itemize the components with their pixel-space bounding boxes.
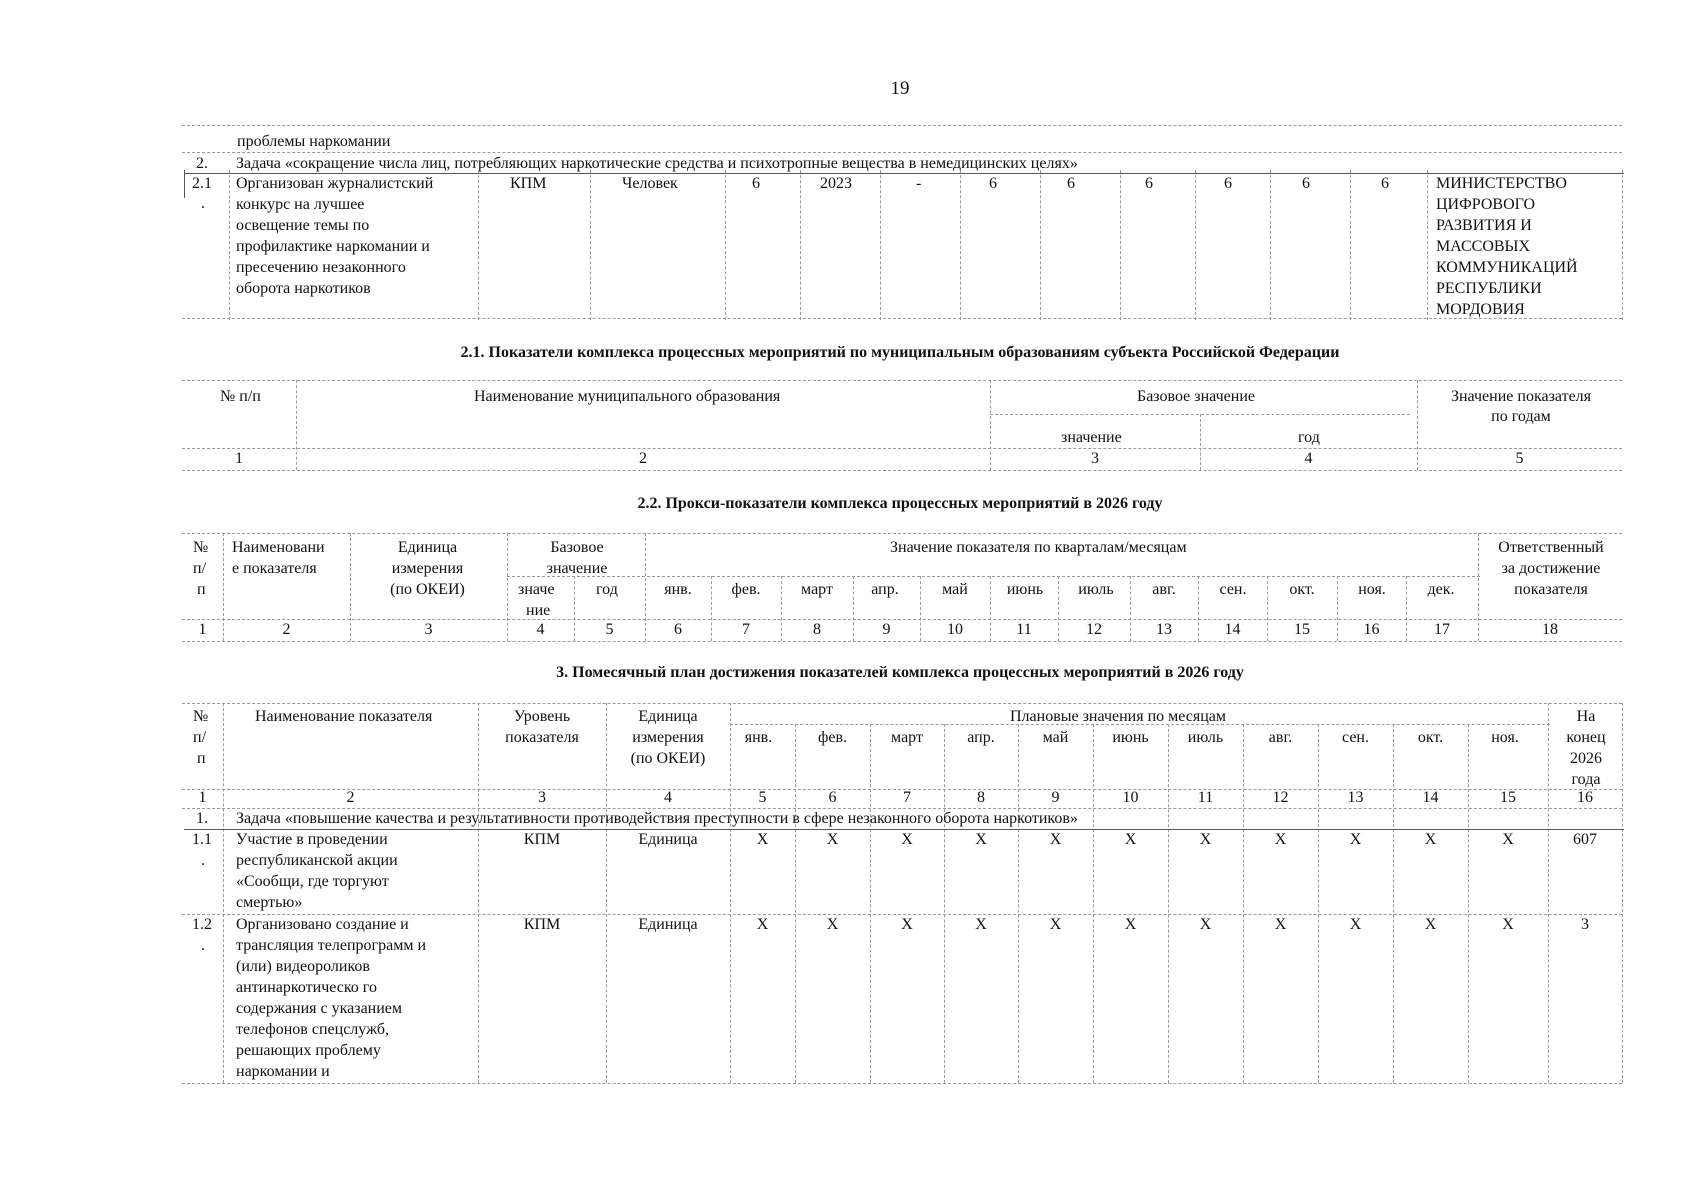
s22-col-9: 9 <box>882 621 891 638</box>
row-1-2-number-dot: . <box>201 937 205 954</box>
row-1-2-m8: X <box>1274 916 1287 933</box>
s22-h-unit-2: измерения <box>391 560 464 577</box>
responsible-7: МОРДОВИЯ <box>1436 301 1525 318</box>
s22-h-by-period: Значение показателя по кварталам/месяцам <box>890 539 1187 556</box>
s3-h-unit-1: Единица <box>638 708 698 725</box>
s22-month-nov: ноя. <box>1358 581 1386 598</box>
s3-month-jun: июнь <box>1112 729 1149 746</box>
row-1-1-m4: X <box>975 831 987 848</box>
row-1-2-name-2: трансляция телепрограмм и <box>236 937 426 954</box>
top-table <box>0 0 1697 330</box>
task-2-number: 2. <box>196 155 208 172</box>
s21-header-value: значение <box>1061 429 1122 446</box>
responsible-6: РЕСПУБЛИКИ <box>1436 280 1542 297</box>
s3-col-6: 6 <box>828 789 837 806</box>
row-2-1-name-5: пресечению незаконного <box>236 259 406 276</box>
row-1-2-m1: X <box>756 916 769 933</box>
s3-col-3: 3 <box>538 789 546 806</box>
s3-month-jan: янв. <box>744 729 773 746</box>
row-1-1-m3: X <box>901 831 913 848</box>
row-2-1-name-6: оборота наркотиков <box>236 280 371 297</box>
s22-col-12: 12 <box>1086 621 1102 638</box>
row-1-1-name-1: Участие в проведении <box>236 831 388 848</box>
s22-month-jan: янв. <box>664 581 692 598</box>
s3-h-level-2: показателя <box>505 729 579 746</box>
page-number: 19 <box>890 78 910 99</box>
row-2-1-number-dot: . <box>201 195 205 212</box>
row-1-1-unit: Единица <box>638 831 698 848</box>
section-3-title: 3. Помесячный план достижения показателей комплекса процессных мероприятий в 2026 году <box>556 664 1244 681</box>
s22-h-num-2: п/ <box>193 560 207 577</box>
s3-h-level-1: Уровень <box>513 708 571 725</box>
row-1-2-name-7: решающих проблему <box>236 1042 381 1059</box>
row-1-2-m9: X <box>1349 916 1362 933</box>
s3-month-may: май <box>1042 729 1069 746</box>
row-1-2-name-3: (или) видеороликов <box>236 958 370 975</box>
row-1-2-name-1: Организовано создание и <box>236 916 409 933</box>
s21-col-4: 4 <box>1304 450 1313 467</box>
s22-col-8: 8 <box>813 621 821 638</box>
row-2-1-level: КПМ <box>510 175 547 192</box>
s22-month-jul: июль <box>1078 581 1114 598</box>
responsible-1: МИНИСТЕРСТВО <box>1436 175 1567 192</box>
row-2-1-base-year: 2023 <box>820 175 852 192</box>
s3-h-num-1: № <box>193 708 209 725</box>
row-1-2-m5: X <box>1049 916 1062 933</box>
s22-month-mar: март <box>801 581 833 598</box>
s22-month-jun: июнь <box>1006 581 1044 598</box>
s3-col-2: 2 <box>346 789 355 806</box>
row-1-1-m6: X <box>1124 831 1137 848</box>
s22-h-responsible-1: Ответственный <box>1498 539 1604 556</box>
s21-col-5: 5 <box>1515 450 1524 467</box>
row-2-1-name-4: профилактике наркомании и <box>236 238 430 255</box>
row-1-2-unit: Единица <box>638 916 698 933</box>
continued-text: проблемы наркомании <box>237 133 391 150</box>
row-1-1-m9: X <box>1349 831 1362 848</box>
row-1-1-m5: X <box>1049 831 1062 848</box>
s22-h-base-1: Базовое <box>550 539 604 556</box>
row-1-1-name-4: смертью» <box>236 894 303 911</box>
s3-month-nov: ноя. <box>1491 729 1519 746</box>
section-2-2-title: 2.2. Прокси-показатели комплекса процессных мероприятий в 2026 году <box>637 495 1163 512</box>
s3-h-end-1: На <box>1576 708 1596 725</box>
s22-col-14: 14 <box>1224 621 1241 638</box>
s22-col-13: 13 <box>1156 621 1172 638</box>
s22-col-15: 15 <box>1294 621 1310 638</box>
section-2-1-title: 2.1. Показатели комплекса процессных мероприятий по муниципальным образованиям субъекта Российской Федерации <box>460 344 1340 361</box>
s22-h-base-value-1: значе <box>518 581 555 598</box>
s22-col-4: 4 <box>536 621 545 638</box>
row-2-1-name-2: конкурс на лучшее <box>236 196 365 213</box>
s3-month-mar: март <box>891 729 923 746</box>
row-2-1-unit: Человек <box>622 175 678 192</box>
task-2-text: Задача «сокращение числа лиц, потребляющих наркотические средства и психотропные вещества в немедицинских целях» <box>236 155 1078 172</box>
s22-col-18: 18 <box>1542 621 1558 638</box>
s22-col-2: 2 <box>282 621 291 638</box>
s22-col-5: 5 <box>605 621 614 638</box>
row-1-2-m11: X <box>1502 916 1514 933</box>
row-1-2-m2: X <box>826 916 839 933</box>
s3-col-10: 10 <box>1122 789 1139 806</box>
row-2-1-v5: 6 <box>1302 175 1310 192</box>
s22-month-may: май <box>942 581 968 598</box>
s3-col-7: 7 <box>903 789 911 806</box>
row-1-2-name-5: содержания с указанием <box>236 1000 403 1017</box>
row-1-2-m4: X <box>975 916 987 933</box>
row-1-2-m10: X <box>1424 916 1437 933</box>
s22-col-6: 6 <box>674 621 682 638</box>
row-2-1-number: 2.1 <box>192 175 212 192</box>
s3-col-8: 8 <box>977 789 985 806</box>
row-1-2-m3: X <box>901 916 913 933</box>
s21-header-name: Наименование муниципального образования <box>474 388 781 405</box>
row-2-1-v6: 6 <box>1381 175 1389 192</box>
responsible-4: МАССОВЫХ <box>1436 238 1531 255</box>
s3-col-12: 12 <box>1272 789 1289 806</box>
s3-month-sep: сен. <box>1342 729 1369 746</box>
s3-month-apr: апр. <box>967 729 995 746</box>
s3-col-4: 4 <box>664 789 672 806</box>
task-1-text: Задача «повышение качества и результативности противодействия преступности в сфере незаконного оборота наркотиков» <box>236 810 1078 827</box>
row-1-1-m8: X <box>1274 831 1287 848</box>
s3-h-plan: Плановые значения по месяцам <box>1010 708 1227 725</box>
row-2-1-name-1: Организован журналистский <box>236 175 434 192</box>
s3-h-num-2: п/ <box>193 729 207 746</box>
s22-h-base-year: год <box>596 581 618 598</box>
s3-month-aug: авг. <box>1268 729 1293 746</box>
s22-col-3: 3 <box>424 621 433 638</box>
s22-h-base-value-2: ние <box>526 602 551 619</box>
row-1-1-level: КПМ <box>523 831 561 848</box>
s3-col-15: 15 <box>1500 789 1516 806</box>
s22-month-apr: апр. <box>871 581 899 598</box>
s3-h-unit-2: измерения <box>632 729 704 746</box>
s3-h-end-3: 2026 <box>1570 750 1602 767</box>
row-2-1-v1: 6 <box>989 175 997 192</box>
row-1-1-m7: X <box>1199 831 1212 848</box>
responsible-2: ЦИФРОВОГО <box>1436 196 1536 213</box>
row-1-1-m11: X <box>1502 831 1514 848</box>
row-1-1-name-3: «Сообщи, где торгуют <box>236 873 389 890</box>
s21-header-num: № п/п <box>220 388 261 405</box>
row-1-1-end: 607 <box>1573 831 1597 848</box>
s22-month-dec: дек. <box>1427 581 1455 598</box>
s3-month-feb: фев. <box>817 729 848 746</box>
s22-col-17: 17 <box>1434 621 1450 638</box>
s22-col-10: 10 <box>947 621 963 638</box>
s22-h-num-1: № <box>193 539 209 556</box>
s22-h-name-2: е показателя <box>232 560 317 577</box>
s21-header-base: Базовое значение <box>1137 388 1255 405</box>
s22-h-num-3: п <box>197 581 206 598</box>
row-1-2-m6: X <box>1124 916 1137 933</box>
s3-col-14: 14 <box>1422 789 1439 806</box>
s21-header-by-years-1: Значение показателя <box>1450 388 1592 405</box>
row-1-2-name-4: антинаркотическо го <box>236 979 377 996</box>
s3-h-num-3: п <box>197 750 206 767</box>
row-2-1-dash: - <box>916 175 922 192</box>
row-1-2-number: 1.2 <box>192 916 212 933</box>
row-1-2-name-6: телефонов спецслужб, <box>236 1021 390 1038</box>
s22-month-sep: сен. <box>1219 581 1247 598</box>
row-1-2-name-8: наркомании и <box>236 1063 330 1080</box>
s22-col-7: 7 <box>742 621 750 638</box>
row-1-1-m2: X <box>826 831 839 848</box>
s21-col-2: 2 <box>639 450 647 467</box>
row-1-2-m7: X <box>1199 916 1212 933</box>
task-1-number: 1. <box>196 810 208 827</box>
s22-h-base-2: значение <box>546 560 608 577</box>
row-1-2-end: 3 <box>1581 916 1589 933</box>
row-2-1-v4: 6 <box>1224 175 1232 192</box>
s22-col-1: 1 <box>198 621 207 638</box>
s22-month-aug: авг. <box>1152 581 1176 598</box>
responsible-3: РАЗВИТИЯ И <box>1436 217 1532 234</box>
s22-h-unit-3: (по ОКЕИ) <box>390 581 465 598</box>
row-2-1-base-value: 6 <box>752 175 760 192</box>
row-2-1-v3: 6 <box>1145 175 1153 192</box>
row-1-1-m1: X <box>756 831 769 848</box>
s3-month-jul: июль <box>1187 729 1224 746</box>
s3-h-unit-3: (по ОКЕИ) <box>630 750 706 767</box>
s3-col-9: 9 <box>1051 789 1060 806</box>
s3-col-5: 5 <box>758 789 767 806</box>
row-1-1-number: 1.1 <box>192 831 212 848</box>
s3-col-16: 16 <box>1577 789 1593 806</box>
row-2-1-v2: 6 <box>1067 175 1075 192</box>
s3-col-11: 11 <box>1197 789 1214 806</box>
row-1-1-name-2: республиканской акции <box>236 852 398 869</box>
s22-h-unit-1: Единица <box>397 539 458 556</box>
row-1-1-m10: X <box>1424 831 1437 848</box>
s3-month-oct: окт. <box>1417 729 1444 746</box>
s21-col-1: 1 <box>235 450 243 467</box>
s21-header-year: год <box>1298 429 1320 446</box>
s3-h-name: Наименование показателя <box>255 708 433 725</box>
s3-col-13: 13 <box>1347 789 1364 806</box>
s22-col-16: 16 <box>1363 621 1380 638</box>
s22-col-11: 11 <box>1016 621 1032 638</box>
s3-h-end-2: конец <box>1566 729 1606 746</box>
s21-header-by-years-2: по годам <box>1491 408 1551 425</box>
s22-month-feb: фев. <box>731 581 761 598</box>
row-1-1-number-dot: . <box>201 852 205 869</box>
s22-h-name-1: Наименовани <box>232 539 325 556</box>
s21-col-3: 3 <box>1091 450 1099 467</box>
responsible-5: КОММУНИКАЦИЙ <box>1436 259 1578 276</box>
s22-h-responsible-2: за достижение <box>1501 560 1601 577</box>
row-2-1-name-3: освещение темы по <box>236 217 370 234</box>
s22-month-oct: окт. <box>1289 581 1315 598</box>
s3-h-end-4: года <box>1571 771 1601 788</box>
row-1-2-level: КПМ <box>523 916 561 933</box>
s22-h-responsible-3: показателя <box>1514 581 1588 598</box>
s3-col-1: 1 <box>198 789 207 806</box>
